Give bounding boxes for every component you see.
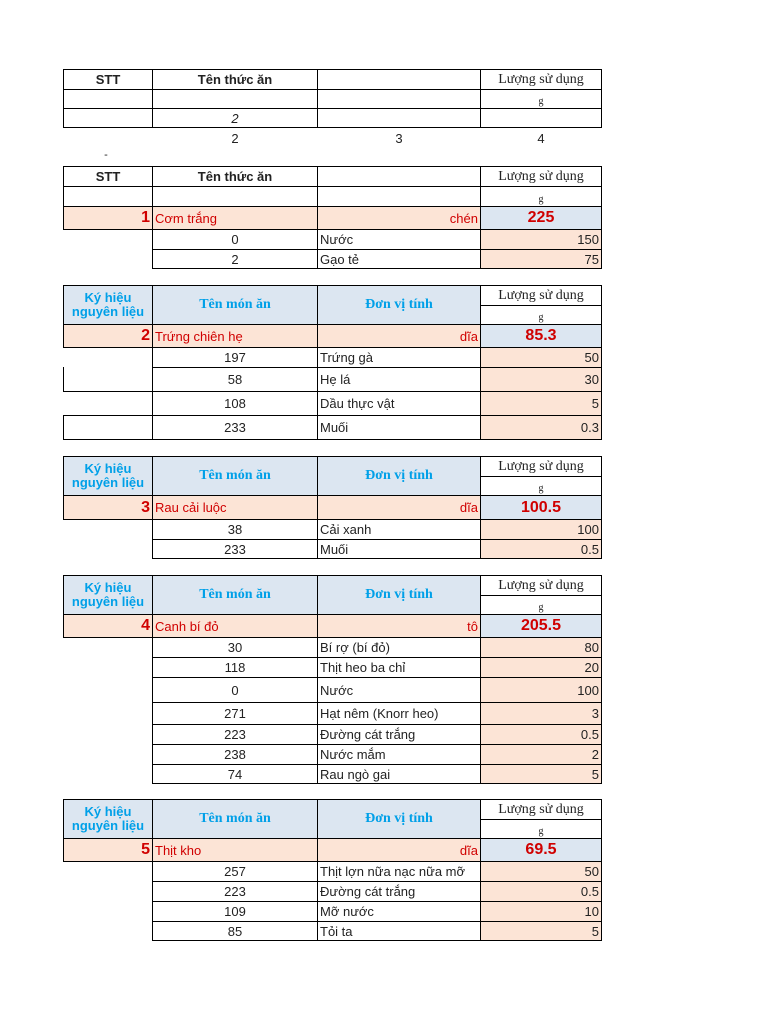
empty-cell <box>317 89 481 109</box>
ingredient-code: 108 <box>152 391 318 416</box>
ingredient-amount: 150 <box>480 229 602 250</box>
empty-cell <box>317 108 481 128</box>
header-code: Ký hiệu nguyên liệu <box>63 456 153 496</box>
ingredient-name: Muối <box>317 415 481 440</box>
empty-cell <box>317 186 481 207</box>
ingredient-code: 223 <box>152 881 318 902</box>
dish-name: Trứng chiên hẹ <box>152 324 318 348</box>
header-food-name: Tên thức ăn <box>152 166 318 187</box>
ingredient-amount: 0.5 <box>480 539 602 559</box>
ingredient-amount: 30 <box>480 367 602 392</box>
ingredient-name: Mỡ nước <box>317 901 481 922</box>
ingredient-amount: 80 <box>480 637 602 658</box>
dish-unit: chén <box>317 206 481 230</box>
ingredient-code: 257 <box>152 861 318 882</box>
dish-total: 100.5 <box>480 495 602 520</box>
ingredient-amount: 2 <box>480 744 602 765</box>
row-edge <box>63 367 64 392</box>
ingredient-amount: 100 <box>480 677 602 703</box>
ingredient-amount: 5 <box>480 921 602 941</box>
dish-total: 69.5 <box>480 838 602 862</box>
ingredient-name: Nước <box>317 677 481 703</box>
ingredient-amount: 75 <box>480 249 602 269</box>
ingredient-name: Bí rợ (bí đỏ) <box>317 637 481 658</box>
ingredient-code: 233 <box>152 415 318 440</box>
ingredient-code: 197 <box>152 347 318 368</box>
ingredient-name: Nước mắm <box>317 744 481 765</box>
dish-number: 2 <box>63 324 153 348</box>
dish-unit: dĩa <box>317 838 481 862</box>
dish-number: 3 <box>63 495 153 520</box>
ingredient-amount: 100 <box>480 519 602 540</box>
ingredient-name: Tỏi ta <box>317 921 481 941</box>
unit-label: g <box>480 595 602 615</box>
ingredient-amount: 20 <box>480 657 602 678</box>
ingredient-amount: 10 <box>480 901 602 922</box>
ingredient-code: 74 <box>152 764 318 784</box>
ingredient-code: 271 <box>152 702 318 725</box>
ingredient-name: Dầu thực vật <box>317 391 481 416</box>
unit-label: g <box>480 89 602 109</box>
unit-label: g <box>480 476 602 496</box>
dish-name: Canh bí đỏ <box>152 614 318 638</box>
empty-cell <box>317 69 481 90</box>
ingredient-name: Hạt nêm (Knorr heo) <box>317 702 481 725</box>
header-quantity: Lượng sử dụng <box>480 575 602 596</box>
ingredient-amount: 5 <box>480 391 602 416</box>
ingredient-code: 118 <box>152 657 318 678</box>
header-unit: Đơn vị tính <box>317 799 481 839</box>
header-dish: Tên món ăn <box>152 456 318 496</box>
ingredient-name: Gạo tẻ <box>317 249 481 269</box>
dish-number: 1 <box>63 206 153 230</box>
ingredient-name: Thịt heo ba chỉ <box>317 657 481 678</box>
ingredient-amount: 0.5 <box>480 881 602 902</box>
ingredient-code: 0 <box>152 229 318 250</box>
ingredient-name: Cải xanh <box>317 519 481 540</box>
ingredient-name: Đường cát trắng <box>317 881 481 902</box>
dash-mark: - <box>104 149 108 161</box>
dish-name: Thịt kho <box>152 838 318 862</box>
ingredient-name: Thịt lợn nữa nạc nữa mỡ <box>317 861 481 882</box>
ingredient-amount: 5 <box>480 764 602 784</box>
empty-cell <box>480 108 602 128</box>
empty-cell <box>63 89 153 109</box>
ingredient-amount: 0.5 <box>480 724 602 745</box>
column-number: 2 <box>231 130 239 146</box>
dish-unit: dĩa <box>317 324 481 348</box>
cell-value: 2 <box>152 108 318 128</box>
dish-number: 4 <box>63 614 153 638</box>
ingredient-name: Trứng gà <box>317 347 481 368</box>
empty-cell <box>63 108 153 128</box>
empty-cell <box>152 89 318 109</box>
ingredient-code: 2 <box>152 249 318 269</box>
ingredient-code: 85 <box>152 921 318 941</box>
ingredient-code: 238 <box>152 744 318 765</box>
header-food-name: Tên thức ăn <box>152 69 318 90</box>
dish-unit: dĩa <box>317 495 481 520</box>
dish-total: 205.5 <box>480 614 602 638</box>
row-edge <box>63 391 153 392</box>
header-unit: Đơn vị tính <box>317 285 481 325</box>
ingredient-amount: 50 <box>480 347 602 368</box>
header-quantity: Lượng sử dụng <box>480 285 602 306</box>
dish-number: 5 <box>63 838 153 862</box>
ingredient-name: Nước <box>317 229 481 250</box>
header-code: Ký hiệu nguyên liệu <box>63 799 153 839</box>
ingredient-name: Hẹ lá <box>317 367 481 392</box>
dish-unit: tô <box>317 614 481 638</box>
row-edge <box>63 415 153 440</box>
column-number: 4 <box>537 130 545 146</box>
header-dish: Tên món ăn <box>152 575 318 615</box>
unit-label: g <box>480 186 602 207</box>
ingredient-name: Muối <box>317 539 481 559</box>
header-stt: STT <box>63 69 153 90</box>
dish-total: 225 <box>480 206 602 230</box>
header-code: Ký hiệu nguyên liệu <box>63 285 153 325</box>
dish-total: 85.3 <box>480 324 602 348</box>
header-dish: Tên món ăn <box>152 799 318 839</box>
ingredient-code: 233 <box>152 539 318 559</box>
ingredient-code: 58 <box>152 367 318 392</box>
ingredient-name: Rau ngò gai <box>317 764 481 784</box>
unit-label: g <box>480 305 602 325</box>
ingredient-amount: 3 <box>480 702 602 725</box>
header-quantity: Lượng sử dụng <box>480 69 602 90</box>
unit-label: g <box>480 819 602 839</box>
header-unit: Đơn vị tính <box>317 456 481 496</box>
dish-name: Cơm trắng <box>152 206 318 230</box>
column-number: 3 <box>395 130 403 146</box>
dish-name: Rau cải luộc <box>152 495 318 520</box>
ingredient-code: 223 <box>152 724 318 745</box>
ingredient-code: 0 <box>152 677 318 703</box>
header-unit: Đơn vị tính <box>317 575 481 615</box>
header-code: Ký hiệu nguyên liệu <box>63 575 153 615</box>
header-quantity: Lượng sử dụng <box>480 799 602 820</box>
ingredient-code: 30 <box>152 637 318 658</box>
header-quantity: Lượng sử dụng <box>480 456 602 477</box>
ingredient-amount: 50 <box>480 861 602 882</box>
header-stt: STT <box>63 166 153 187</box>
empty-cell <box>63 186 153 207</box>
ingredient-code: 38 <box>152 519 318 540</box>
header-dish: Tên món ăn <box>152 285 318 325</box>
empty-cell <box>317 166 481 187</box>
header-quantity: Lượng sử dụng <box>480 166 602 187</box>
ingredient-name: Đường cát trắng <box>317 724 481 745</box>
ingredient-amount: 0.3 <box>480 415 602 440</box>
empty-cell <box>152 186 318 207</box>
ingredient-code: 109 <box>152 901 318 922</box>
